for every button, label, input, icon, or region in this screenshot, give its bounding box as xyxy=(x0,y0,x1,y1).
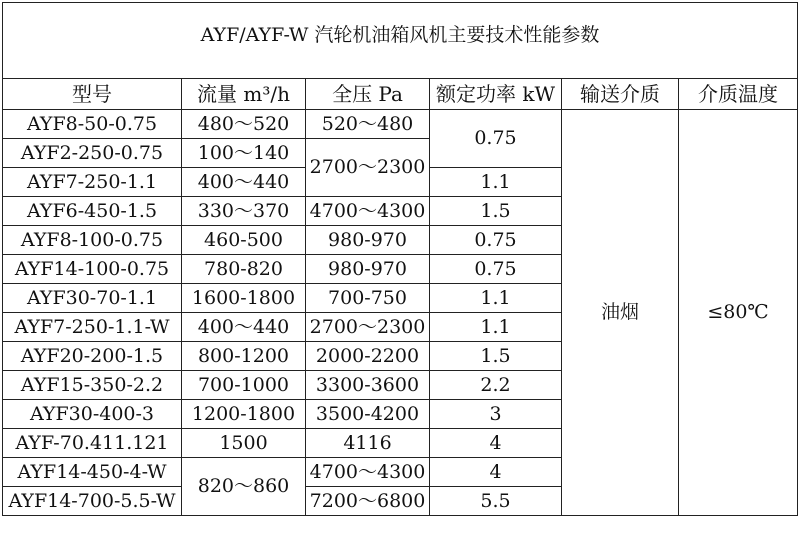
cell-flow: 800-1200 xyxy=(182,342,306,371)
header-power: 额定功率 kW xyxy=(430,79,562,110)
cell-flow: 780-820 xyxy=(182,255,306,284)
cell-power: 1.1 xyxy=(430,168,562,197)
cell-power: 3 xyxy=(430,400,562,429)
cell-flow: 480～520 xyxy=(182,110,306,139)
cell-model: AYF15-350-2.2 xyxy=(3,371,182,400)
spec-sheet xyxy=(2,2,797,540)
cell-temperature: ≤80℃ xyxy=(679,110,798,516)
cell-model: AYF8-50-0.75 xyxy=(3,110,182,139)
cell-flow: 100～140 xyxy=(182,139,306,168)
header-pressure: 全压 Pa xyxy=(306,79,430,110)
cell-pressure: 4700～4300 xyxy=(306,197,430,226)
cell-pressure: 2700～2300 xyxy=(306,313,430,342)
cell-flow: 700-1000 xyxy=(182,371,306,400)
cell-pressure: 2700～2300 xyxy=(306,139,430,197)
cell-model: AYF30-400-3 xyxy=(3,400,182,429)
cell-flow: 1200-1800 xyxy=(182,400,306,429)
cell-medium: 油烟 xyxy=(562,110,679,516)
cell-model: AYF14-100-0.75 xyxy=(3,255,182,284)
table-title: AYF/AYF-W 汽轮机油箱风机主要技术性能参数 xyxy=(3,3,798,79)
cell-pressure: 980-970 xyxy=(306,255,430,284)
cell-pressure: 4116 xyxy=(306,429,430,458)
cell-model: AYF30-70-1.1 xyxy=(3,284,182,313)
cell-power: 1.1 xyxy=(430,284,562,313)
cell-flow: 1600-1800 xyxy=(182,284,306,313)
cell-flow: 330～370 xyxy=(182,197,306,226)
table-row xyxy=(3,110,798,139)
cell-pressure: 3300-3600 xyxy=(306,371,430,400)
cell-pressure: 3500-4200 xyxy=(306,400,430,429)
cell-pressure: 2000-2200 xyxy=(306,342,430,371)
cell-model: AYF7-250-1.1-W xyxy=(3,313,182,342)
cell-power: 4 xyxy=(430,429,562,458)
cell-power: 4 xyxy=(430,458,562,487)
cell-model: AYF6-450-1.5 xyxy=(3,197,182,226)
cell-flow: 400～440 xyxy=(182,168,306,197)
cell-power: 0.75 xyxy=(430,226,562,255)
cell-pressure: 980-970 xyxy=(306,226,430,255)
cell-flow: 460-500 xyxy=(182,226,306,255)
cell-power: 0.75 xyxy=(430,110,562,168)
cell-model: AYF8-100-0.75 xyxy=(3,226,182,255)
cell-model: AYF2-250-0.75 xyxy=(3,139,182,168)
cell-flow: 820～860 xyxy=(182,458,306,516)
cell-model: AYF-70.411.121 xyxy=(3,429,182,458)
cell-pressure: 4700～4300 xyxy=(306,458,430,487)
cell-power: 2.2 xyxy=(430,371,562,400)
cell-model: AYF7-250-1.1 xyxy=(3,168,182,197)
cell-power: 1.5 xyxy=(430,197,562,226)
cell-power: 1.1 xyxy=(430,313,562,342)
cell-flow: 400～440 xyxy=(182,313,306,342)
cell-model: AYF14-450-4-W xyxy=(3,458,182,487)
spec-table xyxy=(2,2,798,516)
cell-power: 5.5 xyxy=(430,487,562,516)
cell-power: 0.75 xyxy=(430,255,562,284)
header-row xyxy=(3,79,798,110)
cell-power: 1.5 xyxy=(430,342,562,371)
cell-model: AYF20-200-1.5 xyxy=(3,342,182,371)
header-flow: 流量 m³/h xyxy=(182,79,306,110)
title-row xyxy=(3,3,798,79)
cell-model: AYF14-700-5.5-W xyxy=(3,487,182,516)
header-temperature: 介质温度 xyxy=(679,79,798,110)
cell-pressure: 700-750 xyxy=(306,284,430,313)
cell-pressure: 7200～6800 xyxy=(306,487,430,516)
header-medium: 输送介质 xyxy=(562,79,679,110)
cell-pressure: 520～480 xyxy=(306,110,430,139)
cell-flow: 1500 xyxy=(182,429,306,458)
header-model: 型号 xyxy=(3,79,182,110)
